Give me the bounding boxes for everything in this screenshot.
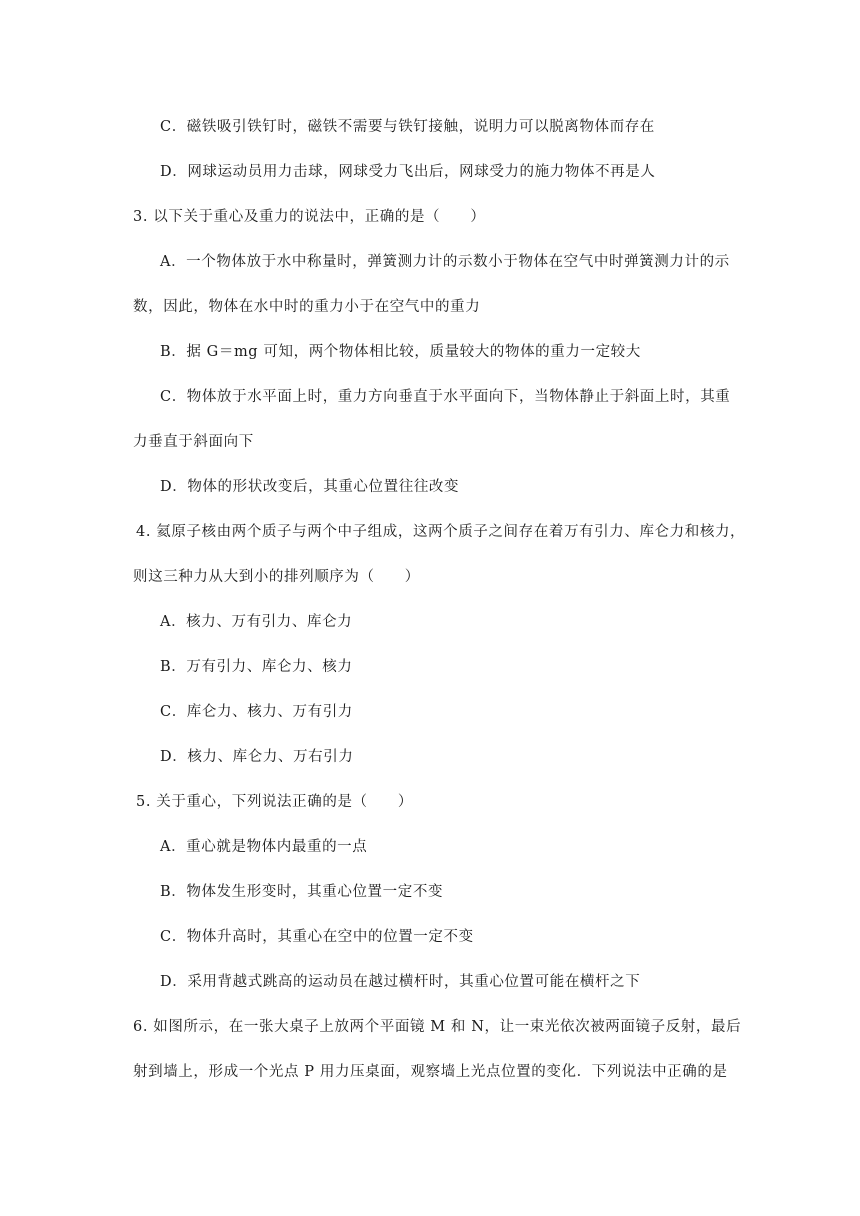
question-4-stem-line2: 则这三种力从大到小的排列顺序为（ ） xyxy=(133,569,420,585)
q5-option-c: C．物体升高时，其重心在空中的位置一定不变 xyxy=(160,929,474,945)
q4-option-c: C．库仑力、核力、万有引力 xyxy=(160,704,353,720)
q4-option-a: A．核力、万有引力、库仑力 xyxy=(160,614,353,630)
question-6-stem-line1: 6. 如图所示，在一张大桌子上放两个平面镜 M 和 N，让一束光依次被两面镜子反射，最后 xyxy=(133,1019,742,1035)
q2-option-c: C．磁铁吸引铁钉时，磁铁不需要与铁钉接触，说明力可以脱离物体而存在 xyxy=(160,119,655,135)
q2-option-d: D．网球运动员用力击球，网球受力飞出后，网球受力的施力物体不再是人 xyxy=(160,164,656,180)
q3-option-a-line2: 数，因此，物体在水中时的重力小于在空气中的重力 xyxy=(133,299,481,315)
q3-option-c-line2: 力垂直于斜面向下 xyxy=(133,434,254,450)
q4-option-b: B．万有引力、库仑力、核力 xyxy=(160,659,353,675)
q3-option-d: D．物体的形状改变后，其重心位置往往改变 xyxy=(160,479,460,495)
q3-option-b: B．据 G＝mg 可知，两个物体相比较，质量较大的物体的重力一定较大 xyxy=(160,344,641,360)
q5-option-b: B．物体发生形变时，其重心位置一定不变 xyxy=(160,884,444,900)
q3-option-c-line1: C．物体放于水平面上时，重力方向垂直于水平面向下，当物体静止于斜面上时，其重 xyxy=(160,389,731,405)
q4-option-d: D．核力、库仑力、万右引力 xyxy=(160,749,354,765)
question-6-stem-line2: 射到墙上，形成一个光点 P 用力压桌面，观察墙上光点位置的变化．下列说法中正确的是 xyxy=(133,1064,728,1080)
question-3-stem: 3. 以下关于重心及重力的说法中，正确的是（ ） xyxy=(133,209,486,225)
q3-option-a-line1: A．一个物体放于水中称量时，弹簧测力计的示数小于物体在空气中时弹簧测力计的示 xyxy=(160,254,730,270)
question-5-stem: 5. 关于重心，下列说法正确的是（ ） xyxy=(136,794,413,810)
q5-option-a: A．重心就是物体内最重的一点 xyxy=(160,839,368,855)
question-4-stem-line1: 4. 氦原子核由两个质子与两个中子组成，这两个质子之间存在着万有引力、库仑力和核力， xyxy=(136,524,746,540)
q5-option-d: D．采用背越式跳高的运动员在越过横杆时，其重心位置可能在横杆之下 xyxy=(160,974,641,990)
